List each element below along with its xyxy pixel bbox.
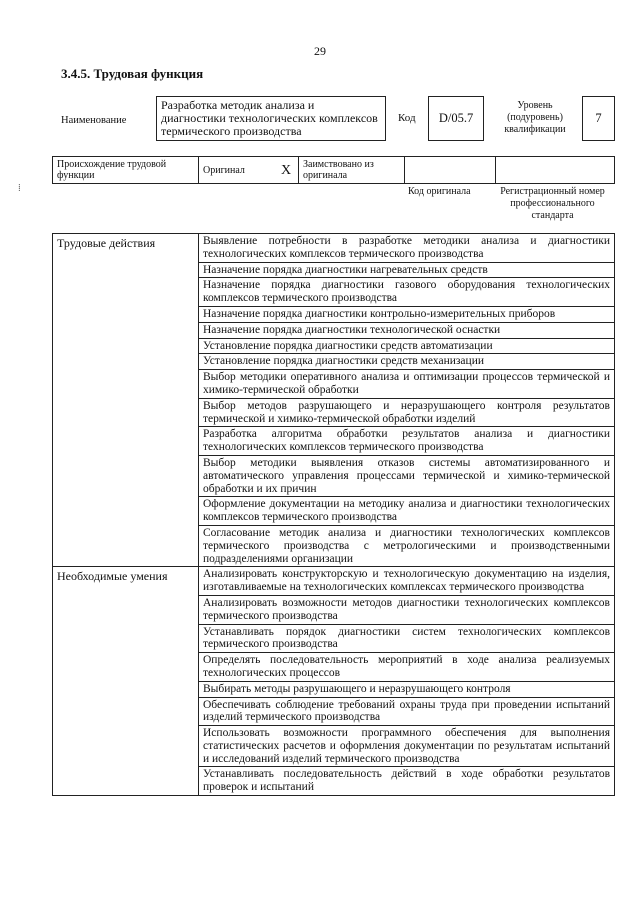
required-skill-item: Анализировать конструкторскую и технологическую документацию на изделия, изготавливаемые на технологических комплексах термического производства [199, 567, 615, 596]
labor-action-item: Назначение порядка диагностики газового оборудования технологических комплексов термического производства [199, 278, 615, 307]
functions-table [52, 233, 615, 796]
labor-action-item: Установление порядка диагностики средств механизации [199, 354, 615, 370]
page-number: 29 [314, 44, 326, 58]
reg-number-label: Регистрационный номер профессионального стандарта [500, 186, 605, 221]
function-name-box: Разработка методик анализа и диагностики технологических комплексов термического производства [156, 96, 386, 141]
code-original-cell [405, 157, 496, 184]
labor-action-item: Выбор методов разрушающего и неразрушающего контроля результатов термической и химико-термической обработки изделий [199, 398, 615, 427]
labor-action-item: Разработка алгоритма обработки результатов анализа и диагностики технологических комплексов термического производства [199, 427, 615, 456]
required-skill-item: Устанавливать последовательность действий в ходе обработки результатов проверок и испытаний [199, 767, 615, 796]
labor-action-item: Назначение порядка диагностики технологической оснастки [199, 322, 615, 338]
required-skill-row [53, 567, 615, 596]
labor-action-item: Выявление потребности в разработке методики анализа и диагностики технологических комплексов термического производства [199, 234, 615, 263]
original-mark: X [274, 157, 299, 184]
origin-table [52, 156, 615, 184]
required-skill-label: Необходимые умения [53, 567, 199, 796]
name-label: Наименование [61, 115, 127, 126]
level-value-box: 7 [582, 96, 615, 141]
original-cell: Оригинал [199, 157, 275, 184]
labor-action-item: Выбор методики оперативного анализа и оптимизации процессов термической и химико-термической обработки [199, 370, 615, 399]
required-skill-item: Использовать возможности программного обеспечения для выполнения статистических расчетов и оформления документации по результатам испытаний и исследований изделий термического производства [199, 726, 615, 767]
reg-number-cell [496, 157, 615, 184]
code-value-box: D/05.7 [428, 96, 484, 141]
required-skill-item: Выбирать методы разрушающего и неразрушающего контроля [199, 681, 615, 697]
labor-action-row [53, 234, 615, 263]
labor-action-item: Назначение порядка диагностики нагревательных средств [199, 262, 615, 278]
labor-action-item: Оформление документации на методику анализа и диагностики технологических комплексов термического производства [199, 497, 615, 526]
code-original-label: Код оригинала [408, 186, 471, 197]
required-skill-item: Обеспечивать соблюдение требований охраны труда при проведении испытаний изделий термического производства [199, 697, 615, 726]
labor-action-label: Трудовые действия [53, 234, 199, 567]
required-skill-item: Определять последовательность мероприятий в ходе анализа реализуемых технологических процессов [199, 653, 615, 682]
level-label: Уровень (подуровень) квалификации [504, 100, 566, 135]
origin-label: Происхождение трудовой функции [53, 157, 199, 184]
labor-action-item: Выбор методики выявления отказов системы автоматизированного и автоматического управления процессами термической и химико-термической обработки и их причин [199, 455, 615, 496]
section-title: 3.4.5. Трудовая функция [61, 66, 204, 81]
borrowed-cell: Заимствовано из оригинала [299, 157, 405, 184]
required-skill-item: Устанавливать порядок диагностики систем технологических комплексов термического производства [199, 624, 615, 653]
code-label: Код [398, 112, 416, 124]
required-skill-item: Анализировать возможности методов диагностики технологических комплексов термического производства [199, 595, 615, 624]
labor-action-item: Согласование методик анализа и диагностики технологических комплексов термического производства с метрологическими и производственными подразделениями организации [199, 525, 615, 566]
margin-mark: ⁞ [18, 183, 21, 194]
labor-action-item: Установление порядка диагностики средств автоматизации [199, 338, 615, 354]
labor-action-item: Назначение порядка диагностики контрольно-измерительных приборов [199, 306, 615, 322]
